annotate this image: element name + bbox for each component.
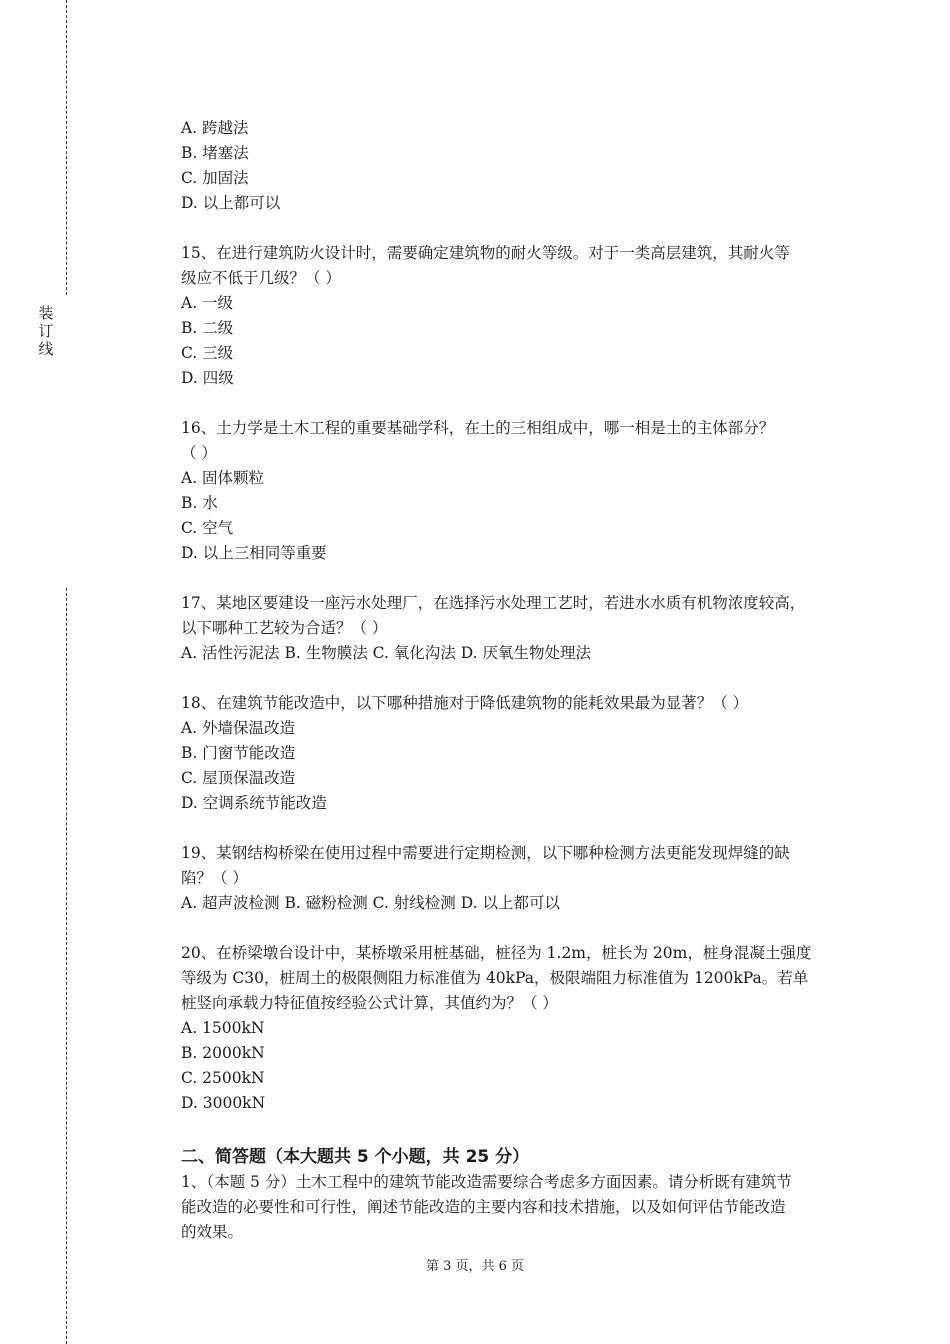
option: B. 2000kN (181, 1044, 265, 1062)
option: C. 屋顶保温改造 (181, 769, 296, 787)
question-stem: 的效果。 (181, 1223, 244, 1241)
binding-label (38, 304, 54, 358)
binding-line-bottom (66, 588, 67, 1344)
pre-options (181, 116, 841, 216)
page-content (181, 116, 841, 1245)
option: B. 门窗节能改造 (181, 744, 296, 762)
question-16 (181, 416, 841, 566)
question-stem: 级应不低于几级？（ ） (181, 269, 341, 287)
binding-label-char: 装 (38, 304, 54, 322)
option: A. 跨越法 (181, 119, 249, 137)
question-stem: 18、在建筑节能改造中，以下哪种措施对于降低建筑物的能耗效果最为显著？（ ） (181, 694, 749, 712)
question-20 (181, 941, 841, 1116)
short-answer-question-1 (181, 1170, 841, 1245)
option: A. 超声波检测 B. 磁粉检测 C. 射线检测 D. 以上都可以 (181, 894, 560, 912)
question-stem: 19、某钢结构桥梁在使用过程中需要进行定期检测，以下哪种检测方法更能发现焊缝的缺 (181, 844, 790, 862)
binding-line-top (66, 0, 67, 295)
question-stem: 等级为 C30，桩周土的极限侧阻力标准值为 40kPa，极限端阻力标准值为 1200kPa。若单 (181, 969, 809, 987)
question-18 (181, 691, 841, 816)
option: C. 2500kN (181, 1069, 265, 1087)
page-footer: 第 3 页，共 6 页 (425, 1259, 525, 1274)
question-stem: 桩竖向承载力特征值按经验公式计算，其值约为？（ ） (181, 994, 558, 1012)
question-stem: 陷？（ ） (181, 869, 248, 887)
option: D. 以上三相同等重要 (181, 544, 327, 562)
section-title: 二、简答题（本大题共 5 个小题，共 25 分） (181, 1147, 530, 1167)
option: D. 3000kN (181, 1094, 266, 1112)
option: B. 水 (181, 494, 218, 512)
option: A. 固体颗粒 (181, 469, 265, 487)
option: D. 以上都可以 (181, 194, 281, 212)
question-stem: 15、在进行建筑防火设计时，需要确定建筑物的耐火等级。对于一类高层建筑，其耐火等 (181, 244, 790, 262)
question-19 (181, 841, 841, 916)
question-stem: 能改造的必要性和可行性，阐述节能改造的主要内容和技术措施，以及如何评估节能改造 (181, 1198, 786, 1216)
option: D. 四级 (181, 369, 234, 387)
question-stem: 以下哪种工艺较为合适？（ ） (181, 619, 388, 637)
option: C. 加固法 (181, 169, 249, 187)
question-stem: 20、在桥梁墩台设计中，某桥墩采用桩基础，桩径为 1.2m，桩长为 20m，桩身混凝土强度 (181, 944, 812, 962)
binding-label-char: 线 (38, 340, 54, 358)
question-stem: 16、土力学是土木工程的重要基础学科，在土的三相组成中，哪一相是土的主体部分？ (181, 419, 775, 437)
question-17 (181, 591, 841, 666)
option: B. 堵塞法 (181, 144, 249, 162)
question-stem: 1、（本题 5 分）土木工程中的建筑节能改造需要综合考虑多方面因素。请分析既有建筑节 (181, 1173, 792, 1191)
binding-label-char: 订 (38, 322, 54, 340)
question-stem: （ ） (181, 444, 217, 462)
option: A. 1500kN (181, 1019, 265, 1037)
question-15 (181, 241, 841, 391)
option: D. 空调系统节能改造 (181, 794, 327, 812)
option: C. 三级 (181, 344, 234, 362)
option: A. 一级 (181, 294, 234, 312)
option: C. 空气 (181, 519, 234, 537)
option: A. 外墙保温改造 (181, 719, 296, 737)
question-stem: 17、某地区要建设一座污水处理厂，在选择污水处理工艺时，若进水水质有机物浓度较高， (181, 594, 806, 612)
option: A. 活性污泥法 B. 生物膜法 C. 氧化沟法 D. 厌氧生物处理法 (181, 644, 591, 662)
option: B. 二级 (181, 319, 234, 337)
